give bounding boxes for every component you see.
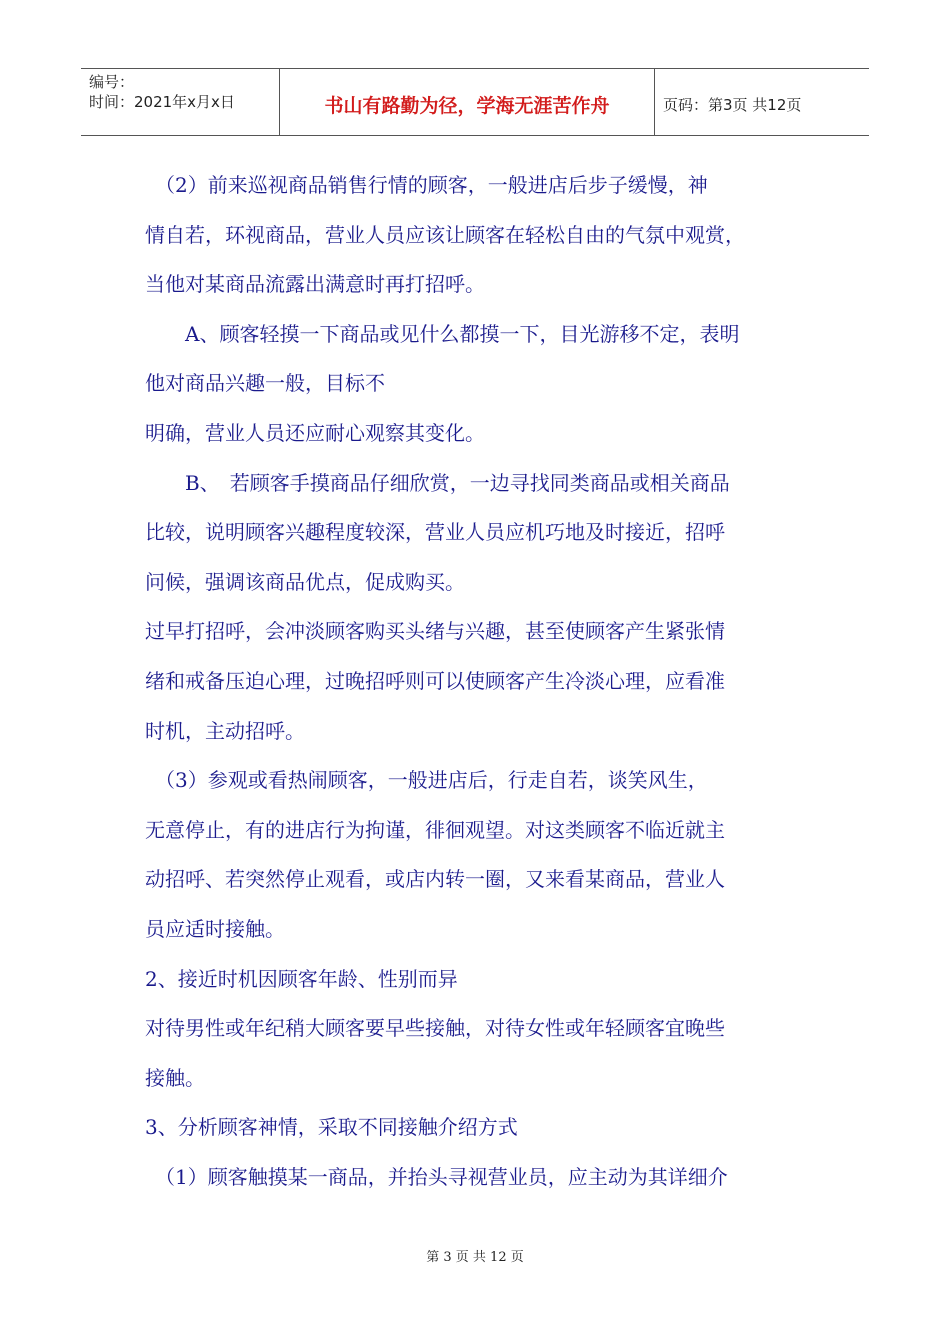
- body-line: （2）前来巡视商品销售行情的顾客，一般进店后步子缓慢，神: [145, 173, 708, 197]
- body-line: 2、接近时机因顾客年龄、性别而异: [145, 966, 458, 991]
- body-line: 时机，主动招呼。: [145, 718, 305, 743]
- body-line: （1）顾客触摸某一商品，并抬头寻视营业员，应主动为其详细介: [145, 1164, 728, 1189]
- body-line: 对待男性或年纪稍大顾客要早些接触，对待女性或年轻顾客宜晚些: [145, 1016, 725, 1041]
- number-label: 编号：: [89, 73, 135, 91]
- body-line: 当他对某商品流露出满意时再打招呼。: [145, 272, 485, 297]
- page-code: 页码：第3页 共12页: [663, 96, 802, 114]
- body-line: 明确，营业人员还应耐心观察其变化。: [145, 420, 485, 445]
- body-line: （3）参观或看热闹顾客，一般进店后，行走自若，谈笑风生，: [145, 768, 708, 793]
- body-line: 接触。: [145, 1065, 205, 1090]
- body-content: [145, 165, 810, 1206]
- body-line: 无意停止，有的进店行为拘谨，徘徊观望。对这类顾客不临近就主: [145, 817, 725, 842]
- body-line: 比较，说明顾客兴趣程度较深，营业人员应机巧地及时接近，招呼: [145, 520, 725, 545]
- body-line: 问候，强调该商品优点，促成购买。: [145, 569, 465, 594]
- body-line: 员应适时接触。: [145, 916, 285, 941]
- body-line: 绪和戒备压迫心理，过晚招呼则可以使顾客产生冷淡心理，应看准: [145, 668, 725, 693]
- body-line: 动招呼、若突然停止观看，或店内转一圈，又来看某商品，营业人: [145, 867, 725, 892]
- body-line: 3、分析顾客神情，采取不同接触介绍方式: [145, 1115, 518, 1140]
- time-label: 时间：2021年x月x日: [89, 93, 235, 111]
- body-line: 过早打招呼，会冲淡顾客购买头绪与兴趣，甚至使顾客产生紧张情: [145, 619, 725, 644]
- header-page-cell: [655, 69, 869, 135]
- motto-text: 书山有路勤为径，学海无涯苦作舟: [324, 95, 610, 117]
- body-line: 他对商品兴趣一般，目标不: [145, 371, 385, 396]
- page-footer: 第 3 页 共 12 页: [426, 1250, 524, 1265]
- body-line: B、 若顾客手摸商品仔细欣赏，一边寻找同类商品或相关商品: [145, 470, 730, 495]
- document-header: [81, 68, 869, 136]
- body-line: 情自若，环视商品，营业人员应该让顾客在轻松自由的气氛中观赏，: [145, 222, 745, 247]
- header-info-cell: [81, 69, 280, 135]
- body-line: A、顾客轻摸一下商品或见什么都摸一下，目光游移不定，表明: [145, 321, 740, 346]
- header-motto-cell: [280, 69, 655, 135]
